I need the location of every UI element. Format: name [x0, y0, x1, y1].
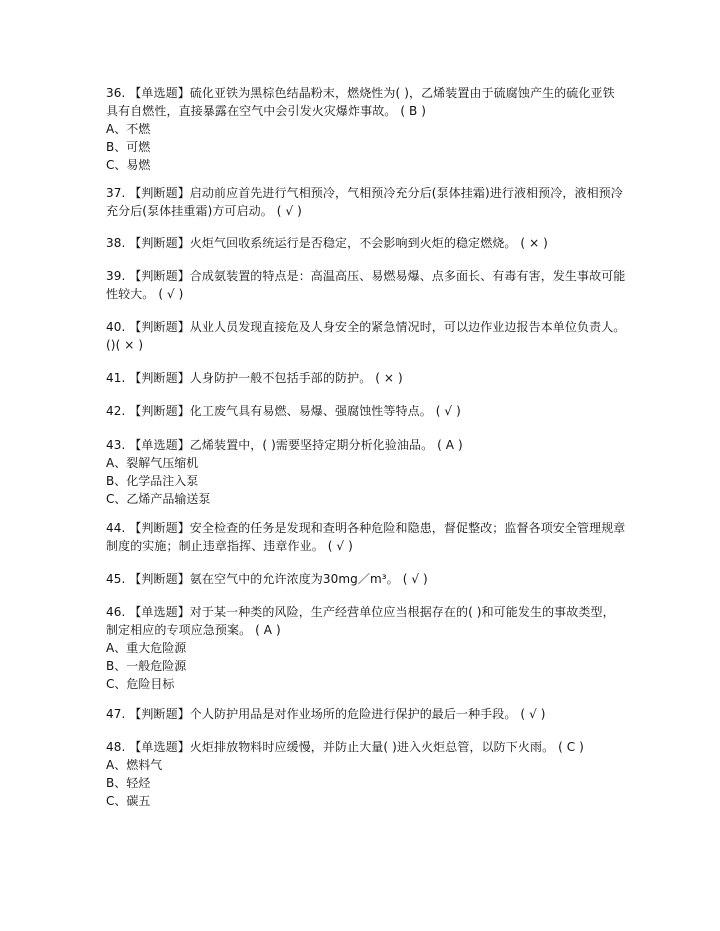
- question-40: [106, 318, 626, 354]
- question-text: 47. 【判断题】个人防护用品是对作业场所的危险进行保护的最后一种手段。 ( √ ): [106, 707, 546, 721]
- option-c: C、乙烯产品输送泵: [106, 492, 211, 506]
- question-39: [106, 267, 626, 303]
- question-41: [106, 369, 626, 387]
- option-a: A、燃料气: [106, 758, 163, 772]
- question-37: [106, 184, 626, 220]
- question-text: 38. 【判断题】火炬气回收系统运行是否稳定，不会影响到火炬的稳定燃烧。 ( × ): [106, 236, 548, 250]
- question-47: [106, 705, 626, 723]
- option-b: B、化学品注入泵: [106, 474, 199, 488]
- question-text: 45. 【判断题】氨在空气中的允许浓度为30mg／m³。 ( √ ): [106, 572, 428, 586]
- option-c: C、危险目标: [106, 677, 175, 691]
- question-38: [106, 234, 626, 252]
- question-48: [106, 738, 626, 810]
- question-42: [106, 402, 626, 420]
- question-text: 43. 【单选题】乙烯装置中，( )需要坚持定期分析化验油品。 ( A ): [106, 438, 463, 452]
- option-c: C、碳五: [106, 794, 151, 808]
- option-a: A、重大危险源: [106, 641, 187, 655]
- question-text: 46. 【单选题】对于某一种类的风险，生产经营单位应当根据存在的( )和可能发生的事故类型，制定相应的专项应急预案。 ( A ): [106, 605, 615, 637]
- option-b: B、可燃: [106, 140, 151, 154]
- question-44: [106, 519, 626, 555]
- question-36: [106, 84, 626, 174]
- option-a: A、不燃: [106, 122, 151, 136]
- option-c: C、易燃: [106, 158, 151, 172]
- question-text: 42. 【判断题】化工废气具有易燃、易爆、强腐蚀性等特点。 ( √ ): [106, 404, 461, 418]
- question-text: 41. 【判断题】人身防护一般不包括手部的防护。 ( × ): [106, 371, 403, 385]
- question-text: 36. 【单选题】硫化亚铁为黑棕色结晶粉末，燃烧性为( )，乙烯装置由于硫腐蚀产生的硫化亚铁具有自燃性，直接暴露在空气中会引发火灾爆炸事故。 ( B ): [106, 86, 615, 118]
- question-text: 39. 【判断题】合成氨装置的特点是：高温高压、易燃易爆、点多面长、有毒有害，发生事故可能性较大。 ( √ ): [106, 269, 626, 301]
- question-text: 48. 【单选题】火炬排放物料时应缓慢，并防止大量( )进入火炬总管，以防下火雨。 ( C ): [106, 740, 584, 754]
- question-46: [106, 603, 626, 693]
- question-text: 37. 【判断题】启动前应首先进行气相预冷，气相预冷充分后(泵体挂霜)进行液相预冷，液相预冷充分后(泵体挂重霜)方可启动。 ( √ ): [106, 186, 623, 218]
- question-text: 40. 【判断题】从业人员发现直接危及人身安全的紧急情况时，可以边作业边报告本单位负责人。()( × ): [106, 320, 626, 352]
- question-45: [106, 570, 626, 588]
- question-43: [106, 436, 626, 508]
- option-b: B、一般危险源: [106, 659, 187, 673]
- question-text: 44. 【判断题】安全检查的任务是发现和查明各种危险和隐患，督促整改；监督各项安全管理规章制度的实施；制止违章指挥、违章作业。 ( √ ): [106, 521, 626, 553]
- option-a: A、裂解气压缩机: [106, 456, 199, 470]
- option-b: B、轻烃: [106, 776, 151, 790]
